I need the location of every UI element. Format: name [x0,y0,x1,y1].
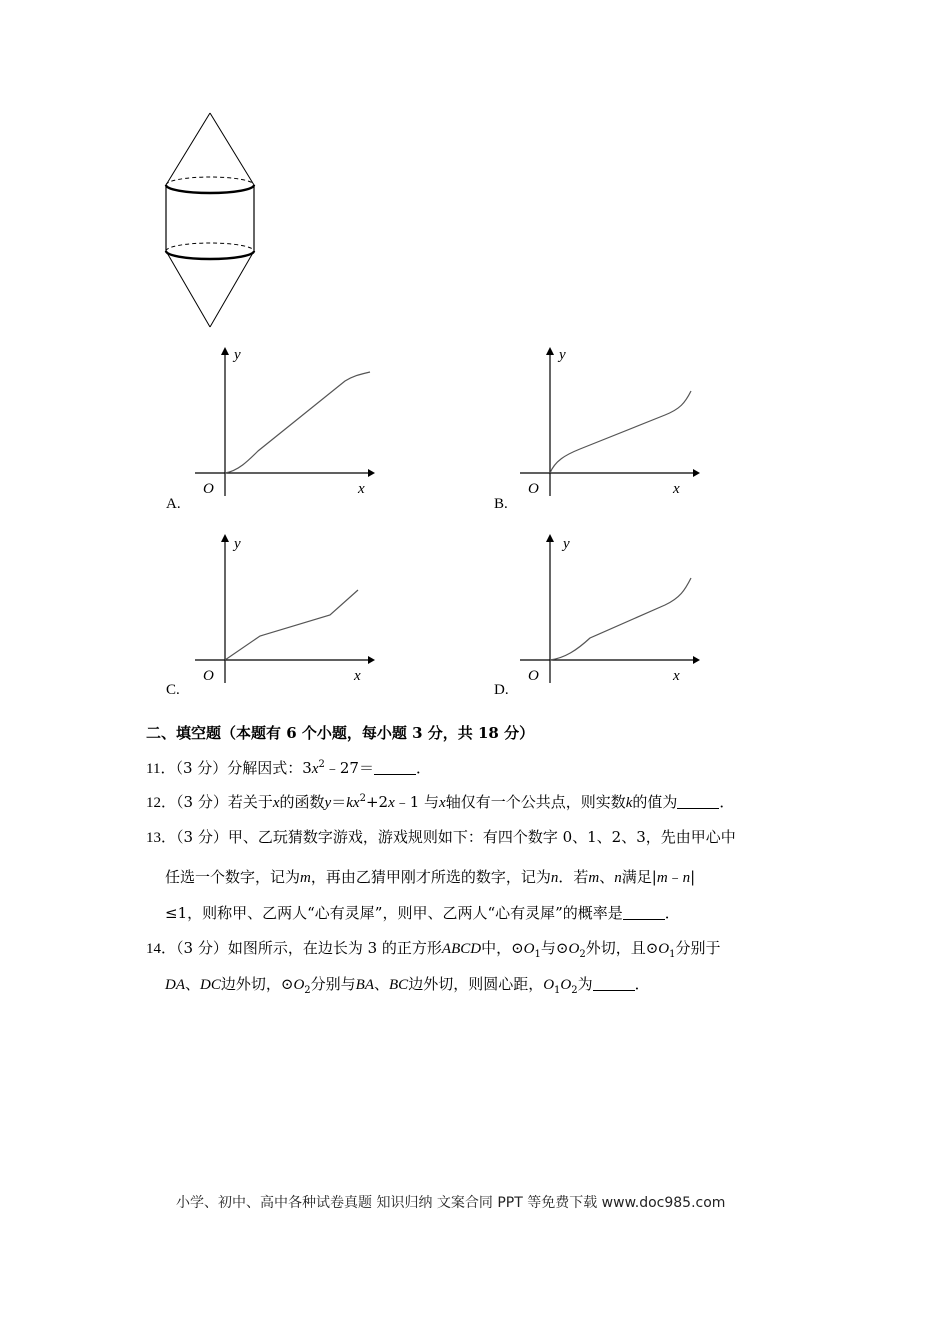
origin-label: O [528,668,539,684]
section-heading: 二、填空题（本题有 6 个小题，每小题 3 分，共 18 分） [146,724,535,742]
question-13: 13．（3 分）甲、乙玩猜数字游戏，游戏规则如下：有四个数字 0、1、2、3，先由甲心中 [146,828,736,846]
option-a-graph [190,343,380,503]
axis-x-label: x [354,668,361,684]
curve-d [550,578,691,660]
answer-blank [677,794,719,809]
axis-y-label: y [563,536,570,552]
question-14-line-2: DA、DC边外切，$⊙O_2$分别与BA、BC边外切，则圆心距，$O_1O_2$为 ． [165,975,650,996]
option-a-label: A. [166,496,181,512]
answer-blank [623,905,665,920]
answer-blank [374,760,416,775]
option-d-label: D. [494,682,509,698]
option-c-label: C. [166,682,180,698]
axis-y-label: y [559,347,566,363]
curve-a [225,372,370,473]
question-14: 14．（3 分）如图所示，在边长为 3 的正方形ABCD中，$⊙O_1$与$⊙O_2$外切，且$⊙O_1$分别于 [146,939,721,960]
axis-x-label: x [673,668,680,684]
curve-b [550,391,691,473]
page-footer: 小学、初中、高中各种试卷真题 知识归纳 文案合同 PPT 等免费下载 www.doc985.com [176,1195,726,1211]
question-12: 12．（3 分）若关于x的函数$y=kx^2+2x﹣1$ 与x轴仅有一个公共点，则实数k的值为 ． [146,793,735,811]
option-c-graph [190,530,380,690]
axis-y-label: y [234,347,241,363]
option-d-graph [515,530,705,690]
question-13-line-3: ≤1，则称甲、乙两人“心有灵犀”，则甲、乙两人“心有灵犀”的概率是 ． [165,904,680,922]
origin-label: O [528,481,539,497]
solid-of-revolution-figure [150,105,280,335]
curve-c [225,590,358,660]
origin-label: O [203,481,214,497]
axis-y-label: y [234,536,241,552]
answer-blank [593,976,635,991]
question-13-line-2: 任选一个数字，记为m，再由乙猜甲刚才所选的数字，记为n．若m、n满足|m﹣n| [165,868,696,886]
question-11: 11．（3 分）分解因式：$3x^2﹣27=$ ． [146,759,431,777]
option-b-label: B. [494,496,508,512]
axis-x-label: x [673,481,680,497]
origin-label: O [203,668,214,684]
axis-x-label: x [358,481,365,497]
option-b-graph [515,343,705,503]
